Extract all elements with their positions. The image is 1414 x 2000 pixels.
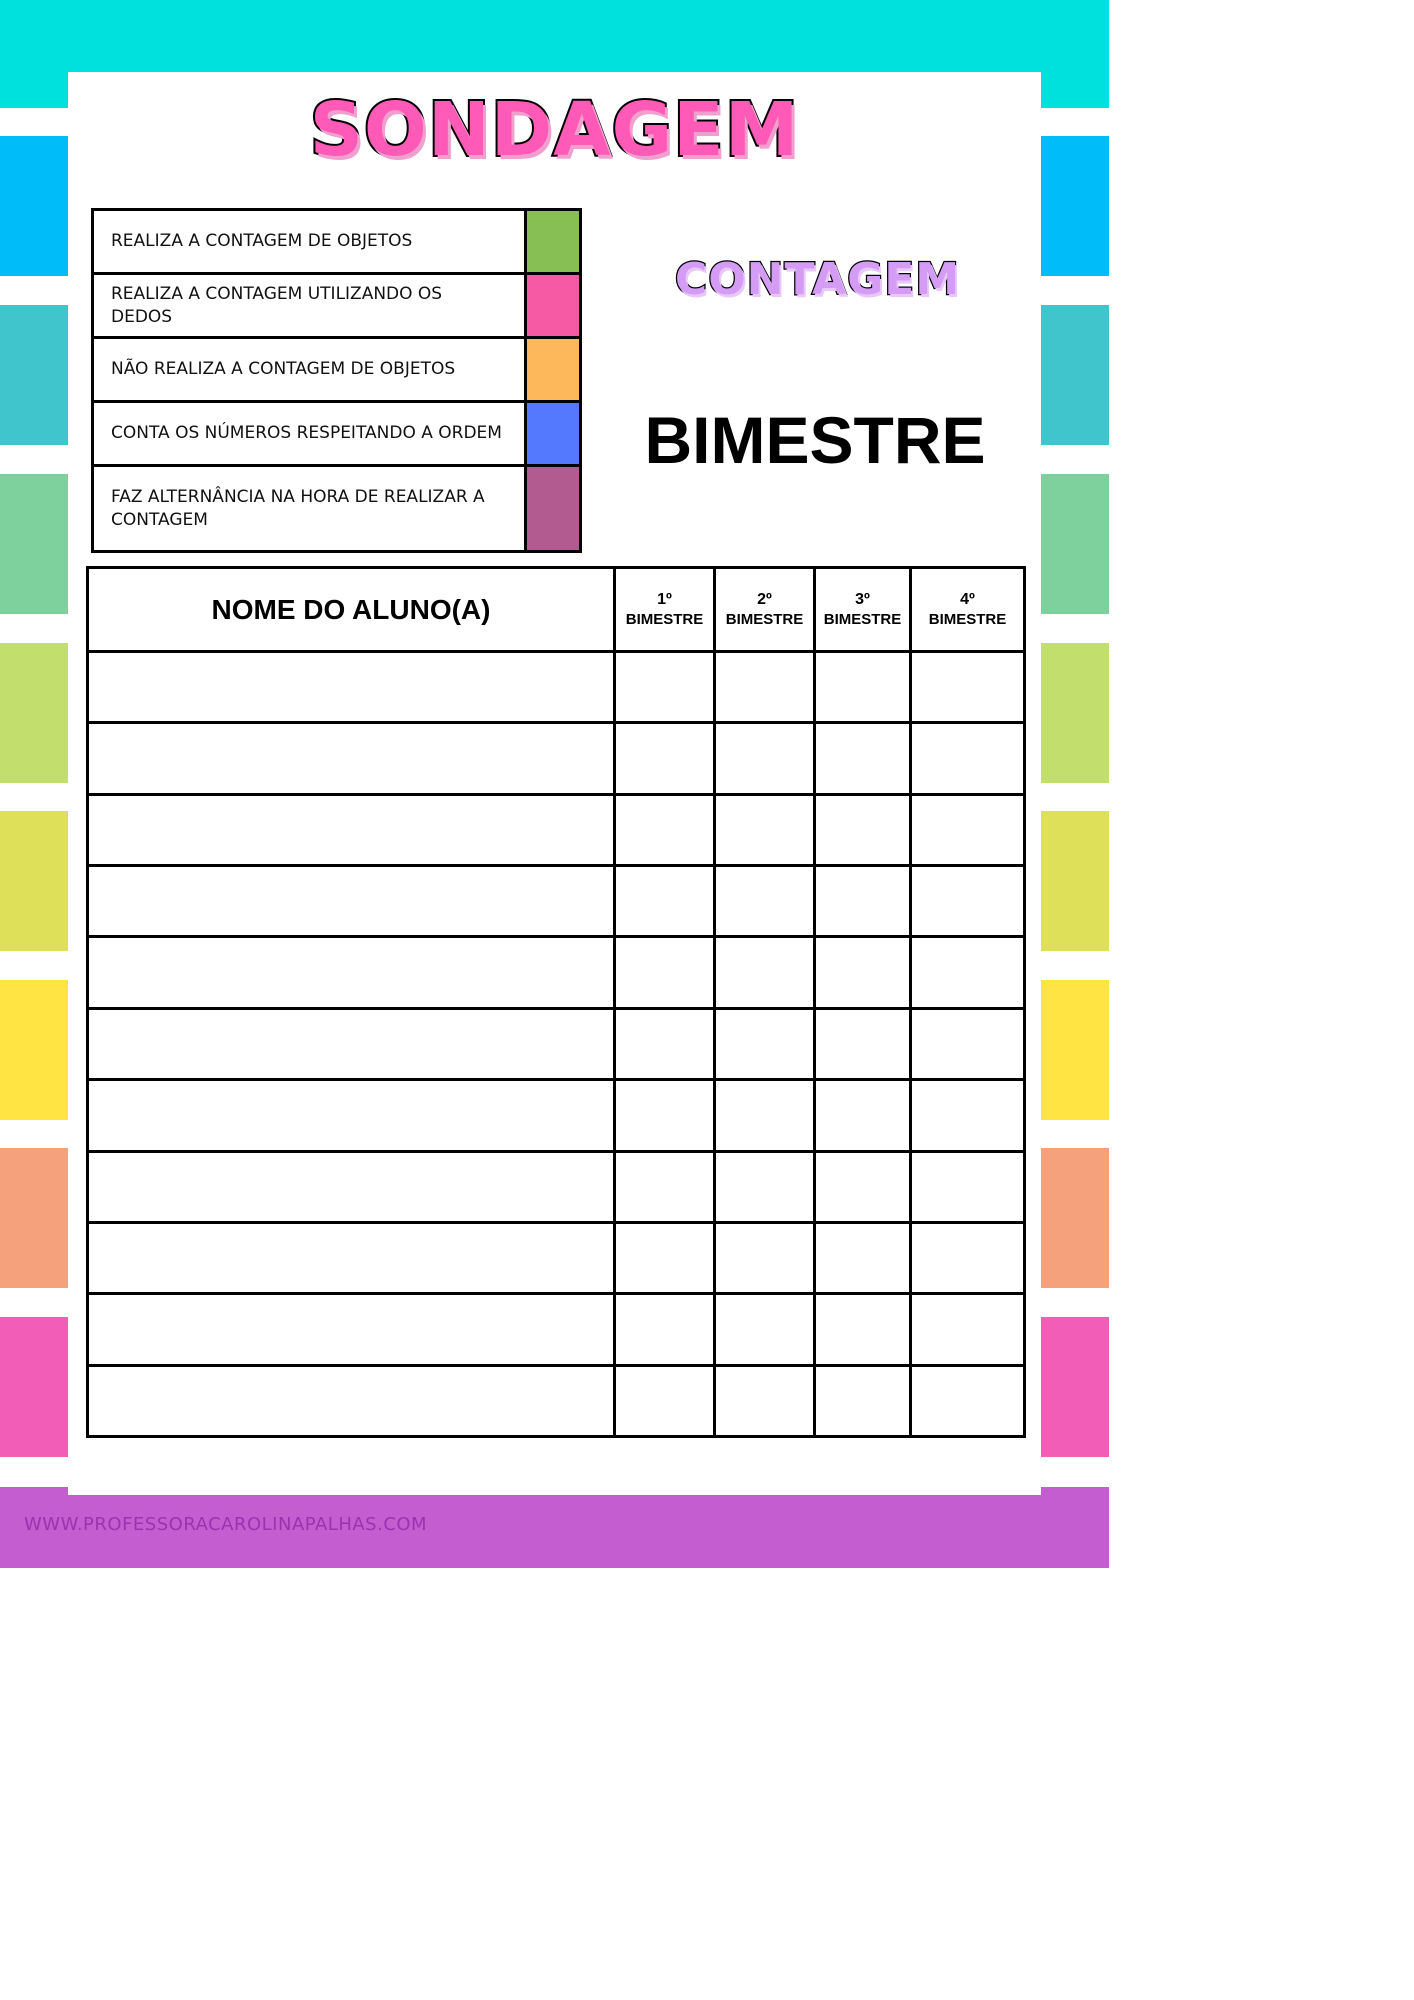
- legend-label: REALIZA A CONTAGEM DE OBJETOS: [93, 210, 526, 274]
- page-title: SONDAGEM: [309, 87, 800, 173]
- bimester-3-cell[interactable]: [815, 1294, 911, 1365]
- bimester-4-number: 4º: [960, 590, 975, 608]
- bimester-2-cell[interactable]: [715, 723, 815, 794]
- students-table: [86, 566, 1026, 1438]
- bimester-4-cell[interactable]: [911, 1222, 1025, 1293]
- legend-row: [93, 402, 581, 466]
- bimester-2-number: 2º: [757, 590, 772, 608]
- side-stripe: [1041, 474, 1109, 614]
- bimester-2-cell[interactable]: [715, 866, 815, 937]
- student-name-cell[interactable]: [88, 652, 615, 723]
- side-stripe: [1041, 1148, 1109, 1288]
- legend-color-swatch: [526, 210, 581, 274]
- bimester-4-cell[interactable]: [911, 1365, 1025, 1436]
- bimester-2-cell[interactable]: [715, 652, 815, 723]
- student-name-cell[interactable]: [88, 1008, 615, 1079]
- bimester-3-cell[interactable]: [815, 1080, 911, 1151]
- bimester-1-cell[interactable]: [615, 937, 715, 1008]
- bimester-1-cell[interactable]: [615, 1008, 715, 1079]
- side-stripe: [1041, 980, 1109, 1120]
- bimester-4-cell[interactable]: [911, 652, 1025, 723]
- legend-row: [93, 274, 581, 338]
- bimester-2-label: BIMESTRE: [725, 610, 804, 628]
- side-stripe: [0, 474, 68, 614]
- bimester-3-cell[interactable]: [815, 1222, 911, 1293]
- bimester-1-cell[interactable]: [615, 1365, 715, 1436]
- student-name-header: NOME DO ALUNO(A): [88, 568, 615, 652]
- bimester-1-label: BIMESTRE: [625, 610, 704, 628]
- bimester-3-cell[interactable]: [815, 652, 911, 723]
- side-stripe: [0, 980, 68, 1120]
- student-name-cell[interactable]: [88, 866, 615, 937]
- bimester-2-cell[interactable]: [715, 1365, 815, 1436]
- side-stripe: [0, 1317, 68, 1457]
- bimester-3-cell[interactable]: [815, 794, 911, 865]
- legend-label: REALIZA A CONTAGEM UTILIZANDO OS DEDOS: [93, 274, 526, 338]
- bimester-2-cell[interactable]: [715, 1222, 815, 1293]
- bimester-1-cell[interactable]: [615, 1080, 715, 1151]
- footer-website-url[interactable]: WWW.PROFESSORACAROLINAPALHAS.COM: [24, 1514, 428, 1535]
- bimester-3-cell[interactable]: [815, 723, 911, 794]
- side-stripe: [0, 305, 68, 445]
- student-name-cell[interactable]: [88, 937, 615, 1008]
- side-stripe: [1041, 305, 1109, 445]
- legend-table: [91, 208, 582, 553]
- legend-row: [93, 466, 581, 552]
- table-row: [88, 1222, 1025, 1293]
- table-row: [88, 794, 1025, 865]
- bimester-2-cell[interactable]: [715, 794, 815, 865]
- bimester-4-cell[interactable]: [911, 794, 1025, 865]
- student-name-cell[interactable]: [88, 723, 615, 794]
- student-name-cell[interactable]: [88, 1080, 615, 1151]
- bimester-4-cell[interactable]: [911, 1294, 1025, 1365]
- bimestre-label: BIMESTRE: [644, 403, 986, 477]
- table-row: [88, 937, 1025, 1008]
- table-row: [88, 866, 1025, 937]
- bimester-1-cell[interactable]: [615, 652, 715, 723]
- side-stripe: [0, 643, 68, 783]
- student-name-cell[interactable]: [88, 1222, 615, 1293]
- bimester-3-cell[interactable]: [815, 1365, 911, 1436]
- bimester-1-cell[interactable]: [615, 1151, 715, 1222]
- table-header-row: [88, 568, 1025, 652]
- bimester-1-cell[interactable]: [615, 1222, 715, 1293]
- bimester-3-cell[interactable]: [815, 937, 911, 1008]
- student-name-cell[interactable]: [88, 794, 615, 865]
- bimester-1-cell[interactable]: [615, 723, 715, 794]
- legend-row: [93, 338, 581, 402]
- bimester-4-cell[interactable]: [911, 1080, 1025, 1151]
- table-row: [88, 1151, 1025, 1222]
- table-row: [88, 1008, 1025, 1079]
- bimester-3-label: BIMESTRE: [823, 610, 902, 628]
- bimester-1-cell[interactable]: [615, 1294, 715, 1365]
- legend-color-swatch: [526, 402, 581, 466]
- bimester-2-header: [715, 568, 815, 652]
- table-row: [88, 1365, 1025, 1436]
- bimester-4-cell[interactable]: [911, 1008, 1025, 1079]
- bimester-3-number: 3º: [855, 590, 870, 608]
- bimester-4-cell[interactable]: [911, 1151, 1025, 1222]
- bimester-4-header: [911, 568, 1025, 652]
- bimester-4-cell[interactable]: [911, 723, 1025, 794]
- bimester-2-cell[interactable]: [715, 1008, 815, 1079]
- bimester-4-label: BIMESTRE: [928, 610, 1007, 628]
- bimester-4-cell[interactable]: [911, 866, 1025, 937]
- bimester-1-number: 1º: [657, 590, 672, 608]
- bimester-3-cell[interactable]: [815, 866, 911, 937]
- legend-label: FAZ ALTERNÂNCIA NA HORA DE REALIZAR A CONTAGEM: [93, 466, 526, 552]
- side-stripe: [1041, 643, 1109, 783]
- bimester-1-header: [615, 568, 715, 652]
- table-row: [88, 1080, 1025, 1151]
- student-name-cell[interactable]: [88, 1151, 615, 1222]
- bimester-2-cell[interactable]: [715, 1151, 815, 1222]
- side-stripe: [0, 811, 68, 951]
- bimester-3-cell[interactable]: [815, 1151, 911, 1222]
- table-row: [88, 723, 1025, 794]
- bimester-4-cell[interactable]: [911, 937, 1025, 1008]
- student-name-cell[interactable]: [88, 1294, 615, 1365]
- table-row: [88, 652, 1025, 723]
- subtitle: CONTAGEM: [674, 254, 961, 305]
- side-stripe: [0, 1148, 68, 1288]
- bimester-3-header: [815, 568, 911, 652]
- bimester-2-cell[interactable]: [715, 937, 815, 1008]
- bimester-1-cell[interactable]: [615, 794, 715, 865]
- bimester-1-cell[interactable]: [615, 866, 715, 937]
- legend-color-swatch: [526, 338, 581, 402]
- side-stripe: [1041, 1317, 1109, 1457]
- student-name-cell[interactable]: [88, 1365, 615, 1436]
- bimester-3-cell[interactable]: [815, 1008, 911, 1079]
- legend-row: [93, 210, 581, 274]
- table-row: [88, 1294, 1025, 1365]
- legend-label: CONTA OS NÚMEROS RESPEITANDO A ORDEM: [93, 402, 526, 466]
- legend-label: NÃO REALIZA A CONTAGEM DE OBJETOS: [93, 338, 526, 402]
- legend-color-swatch: [526, 274, 581, 338]
- bimester-2-cell[interactable]: [715, 1294, 815, 1365]
- legend-color-swatch: [526, 466, 581, 552]
- bimester-2-cell[interactable]: [715, 1080, 815, 1151]
- side-stripe: [1041, 811, 1109, 951]
